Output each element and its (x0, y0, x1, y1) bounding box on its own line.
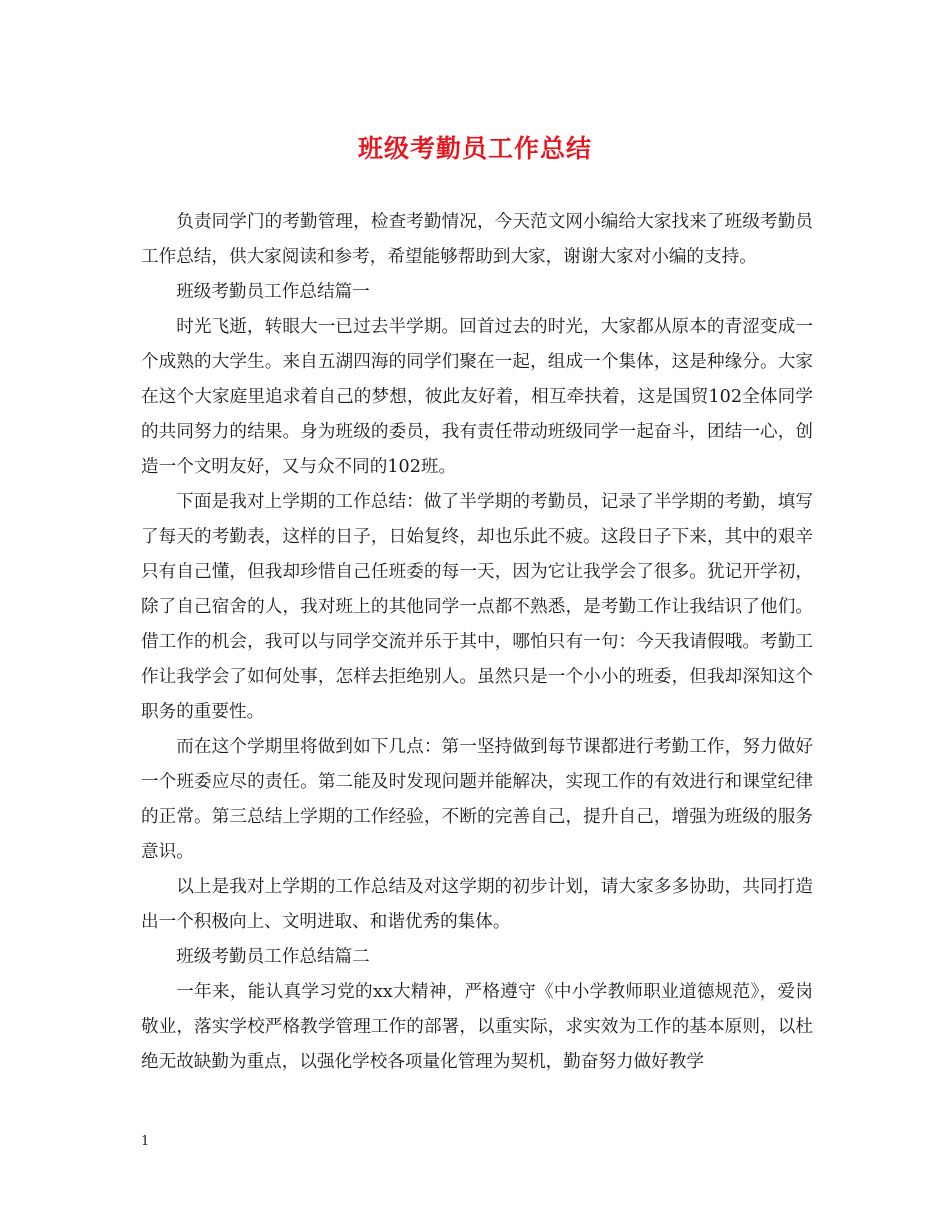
page-number: 1 (141, 1134, 150, 1149)
paragraph: 一年来，能认真学习党的xx大精神，严格遵守《中小学教师职业道德规范》，爱岗敬业，落实学校严格教学管理工作的部署，以重实际，求实效为工作的基本原则，以杜绝无故缺勤为重点，以强化学校各项量化管理为契机，勤奋努力做好教学 (141, 982, 813, 1072)
page-title: 班级考勤员工作总结 (357, 134, 592, 163)
section-heading-part-two: 班级考勤员工作总结篇二 (176, 947, 370, 967)
paragraph: 而在这个学期里将做到如下几点：第一坚持做到每节课都进行考勤工作，努力做好一个班委应尽的责任。第二能及时发现问题并能解决，实现工作的有效进行和课堂纪律的正常。第三总结上学期的工作经验，不断的完善自己，提升自己，增强为班级的服务意识。 (141, 737, 813, 862)
paragraph: 以上是我对上学期的工作总结及对这学期的初步计划，请大家多多协助，共同打造出一个积极向上、文明进取、和谐优秀的集体。 (141, 877, 813, 932)
paragraph: 时光飞逝，转眼大一已过去半学期。回首过去的时光，大家都从原本的青涩变成一个成熟的大学生。来自五湖四海的同学们聚在一起，组成一个集体，这是种缘分。大家在这个大家庭里追求着自己的梦想，彼此友好着，相互牵扶着，这是国贸102全体同学的共同努力的结果。身为班级的委员，我有责任带动班级同学一起奋斗，团结一心，创造一个文明友好，又与众不同的102班。 (141, 317, 813, 477)
document-body (141, 205, 813, 1080)
paragraph: 下面是我对上学期的工作总结：做了半学期的考勤员，记录了半学期的考勤，填写了每天的考勤表，这样的日子，日始复终，却也乐此不疲。这段日子下来，其中的艰辛只有自己懂，但我却珍惜自己任班委的每一天，因为它让我学会了很多。犹记开学初，除了自己宿舍的人，我对班上的其他同学一点都不熟悉，是考勤工作让我结识了他们。借工作的机会，我可以与同学交流并乐于其中，哪怕只有一句：今天我请假哦。考勤工作让我学会了如何处事，怎样去拒绝别人。虽然只是一个小小的班委，但我却深知这个职务的重要性。 (141, 492, 813, 722)
paragraph-intro: 负责同学门的考勤管理，检查考勤情况，今天范文网小编给大家找来了班级考勤员工作总结，供大家阅读和参考，希望能够帮助到大家，谢谢大家对小编的支持。 (141, 212, 813, 267)
section-heading-part-one: 班级考勤员工作总结篇一 (176, 282, 370, 302)
